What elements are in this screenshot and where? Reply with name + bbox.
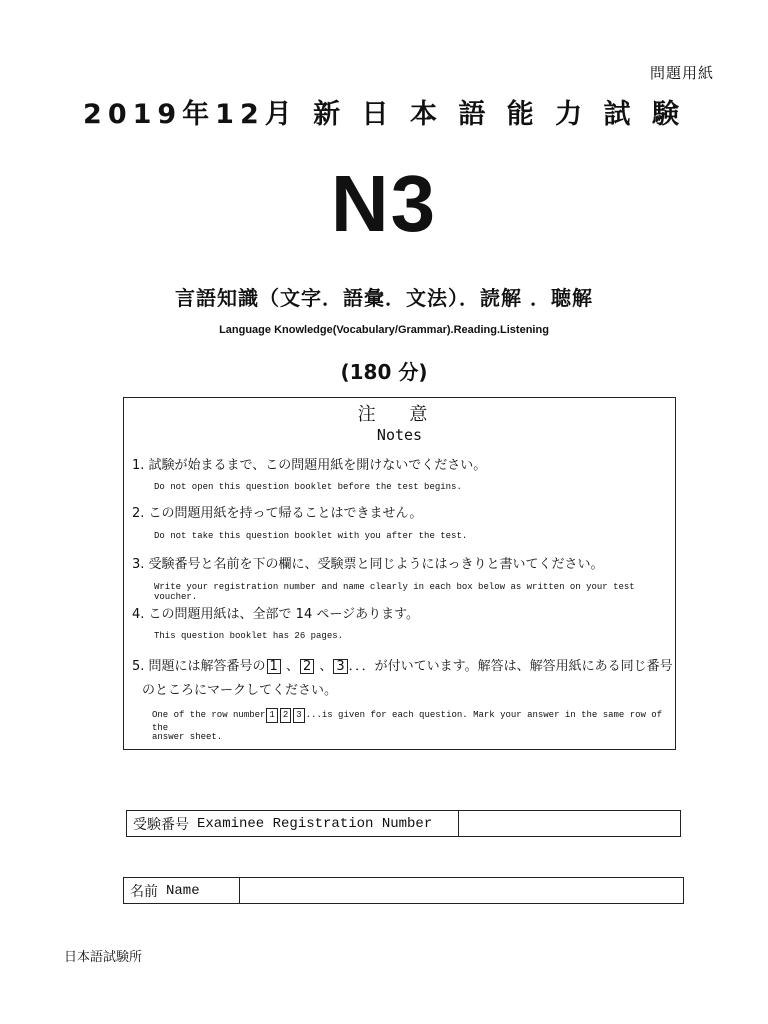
note-1-jp: 1. 試験が始まるまで、この問題用紙を開けないでください。 — [132, 458, 487, 473]
answer-number-box-en-2: 2 — [280, 708, 291, 723]
registration-label-jp: 受験番号 — [133, 816, 189, 833]
note-5-en-suffix: ...is given for each question. Mark your answer in the same row of the — [152, 710, 663, 733]
note-3-en: Write your registration number and name clearly in each box below as written on your test voucher. — [154, 582, 635, 602]
exam-title: 2019年12月 新 日 本 語 能 力 試 験 — [83, 99, 685, 130]
exam-duration: (180 分) — [340, 360, 428, 384]
name-row — [123, 877, 684, 904]
registration-label-en: Examinee Registration Number — [197, 815, 433, 832]
notes-heading-english: Notes — [376, 426, 423, 444]
notes-heading: 注 意 — [357, 404, 442, 425]
note-5-en — [152, 708, 675, 733]
answer-number-box-2: 2 — [300, 659, 314, 674]
name-label — [124, 878, 240, 903]
subject-english: Language Knowledge(Vocabulary/Grammar).Reading.Listening — [219, 324, 549, 336]
notes-box — [123, 397, 676, 750]
note-4-jp: 4. この問題用紙は、全部で 14 ページあります。 — [132, 607, 420, 622]
note-5-jp: 5. 問題には解答番号の 1 、 2 、 3 ．．．が付いています。解答は、解答用紙にある同じ番号 — [132, 659, 673, 674]
booklet-label: 問題用紙 — [649, 64, 714, 82]
name-label-jp: 名前 — [130, 883, 158, 900]
note-3-jp: 3. 受験番号と名前を下の欄に、受験票と同じようにはっきりと書いてください。 — [132, 557, 604, 572]
note-5-jp-line2: のところにマークしてください。 — [142, 683, 338, 698]
note-2-jp: 2. この問題用紙を持って帰ることはできません。 — [132, 506, 423, 521]
registration-number-label — [127, 811, 459, 836]
subject-japanese: 言語知識（文字．語彙．文法）．読解 ．聴解 — [175, 286, 593, 310]
answer-number-box-en-3: 3 — [293, 708, 304, 723]
registration-number-row — [126, 810, 681, 837]
note-2-en: Do not take this question booklet with you after the test. — [154, 531, 468, 541]
answer-number-box-en-1: 1 — [266, 708, 277, 723]
registration-number-field[interactable] — [459, 811, 680, 836]
name-label-en: Name — [166, 882, 200, 899]
note-5-en-prefix: One of the row number — [152, 710, 266, 720]
level-heading: N3 — [330, 159, 438, 248]
note-5-en-line2: answer sheet. — [152, 732, 223, 742]
note-5-jp-suffix: ．．．が付いています。解答は、解答用紙にある同じ番号 — [348, 659, 673, 674]
answer-number-box-3: 3 — [333, 659, 347, 674]
note-5-jp-prefix: 5. 問題には解答番号の — [132, 659, 266, 674]
name-field[interactable] — [240, 878, 683, 903]
note-4-en: This question booklet has 26 pages. — [154, 631, 344, 641]
note-1-en: Do not open this question booklet before the test begins. — [154, 482, 462, 492]
organization-footer: 日本語試験所 — [64, 950, 143, 965]
answer-number-box-1: 1 — [267, 659, 281, 674]
